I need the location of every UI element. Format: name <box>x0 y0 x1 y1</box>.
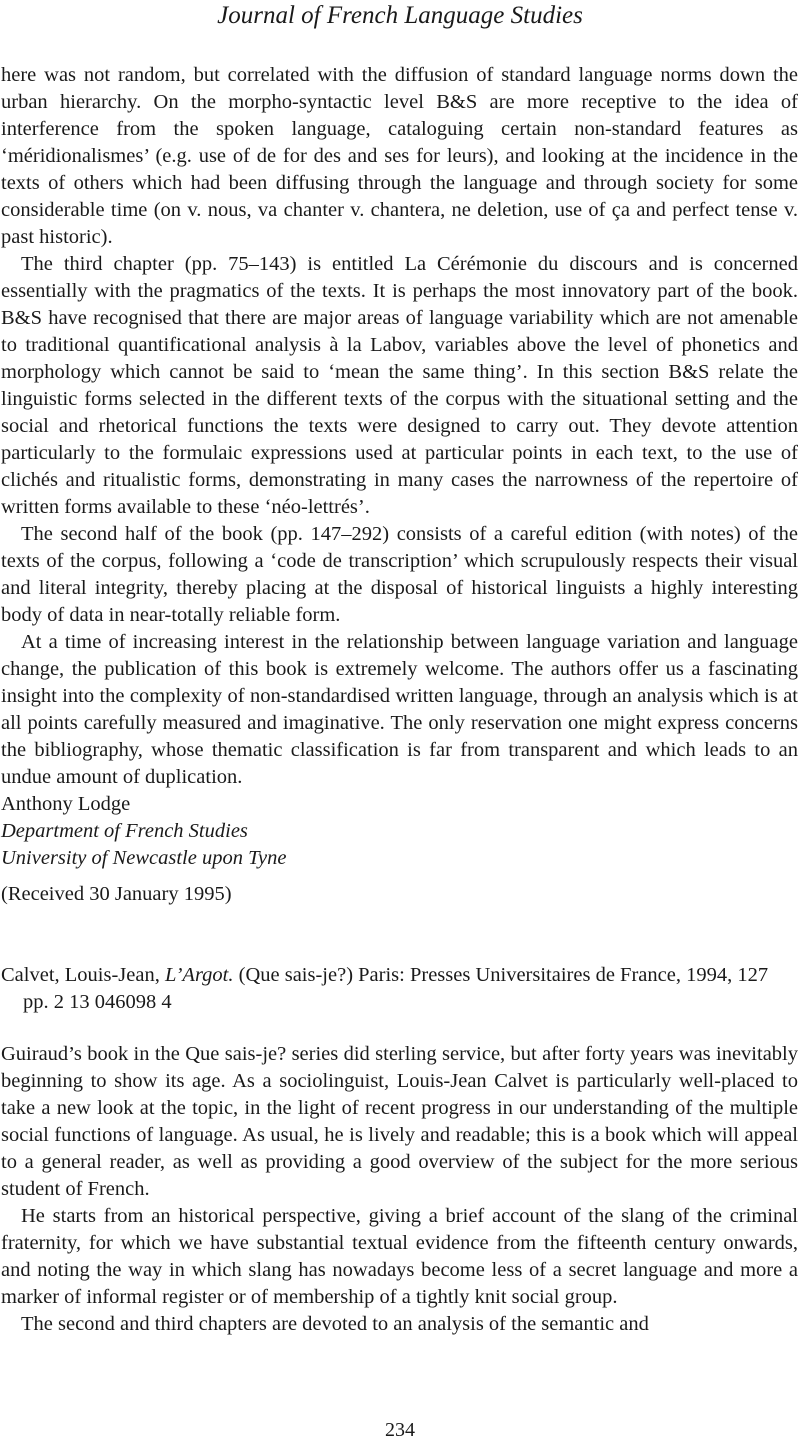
review2-paragraph-2: He starts from an historical perspective, giving a brief account of the slang of the criminal fraternity, for which we have substantial textual evidence from the fifteenth century onwards, and noting the way in which slang has nowadays become less of a secret language and more a marker of informal register or of membership of a tightly knit social group. <box>1 1205 798 1308</box>
review1-paragraph-3: The second half of the book (pp. 147–292) consists of a careful edition (with notes) of the texts of the corpus, following a ‘code de transcription’ which scrupulously respects their visual and literal integrity, thereby placing at the disposal of historical linguists a highly interesting body of data in near-totally reliable form. <box>1 523 798 626</box>
received-date: (Received 30 January 1995) <box>1 883 232 905</box>
review1-paragraph-1: here was not random, but correlated with the diffusion of standard language norms down the urban hierarchy. On the morpho-syntactic level B&S are more receptive to the idea of interference from the spoken language, cataloguing certain non-standard features as ‘méridionalismes’ (e.g. use of de for des and ses for leurs), and looking at the incidence in the texts of others which had been diffusing through the language and through society for some considerable time (on v. nous, va chanter v. chantera, ne deletion, use of ça and perfect tense v. past historic). <box>1 64 798 248</box>
body-text <box>1 62 798 1338</box>
reviewer-department: Department of French Studies <box>1 820 248 842</box>
reviewer-university: University of Newcastle upon Tyne <box>1 847 287 869</box>
reviewer-name: Anthony Lodge <box>1 793 131 815</box>
citation-title: L’Argot. <box>164 964 234 986</box>
review2-paragraph-1: Guiraud’s book in the Que sais-je? series did sterling service, but after forty years was inevitably beginning to show its age. As a sociolinguist, Louis-Jean Calvet is particularly well-placed to take a new look at the topic, in the light of recent progress in our understanding of the multiple social functions of language. As usual, he is lively and readable; this is a book which will appeal to a general reader, as well as providing a good overview of the subject for the more serious student of French. <box>1 1043 798 1200</box>
reviewer-signature <box>1 791 798 872</box>
citation-author: Calvet, Louis-Jean, <box>1 964 165 986</box>
review2-paragraph-3: The second and third chapters are devoted to an analysis of the semantic and <box>21 1313 649 1335</box>
review1-paragraph-2: The third chapter (pp. 75–143) is entitled La Cérémonie du discours and is concerned essentially with the pragmatics of the texts. It is perhaps the most innovatory part of the book. B&S have recognised that there are major areas of language variability which are not amenable to traditional quantificational analysis à la Labov, variables above the level of phonetics and morphology which cannot be said to ‘mean the same thing’. In this section B&S relate the linguistic forms selected in the different texts of the corpus with the situational setting and the social and rhetorical functions the texts were designed to carry out. They devote attention particularly to the formulaic expressions used at particular points in each text, to the use of clichés and ritualistic forms, demonstrating in many cases the narrowness of the repertoire of written forms available to these ‘néo-lettrés’. <box>1 253 798 518</box>
review1-paragraph-4: At a time of increasing interest in the relationship between language variation and language change, the publication of this book is extremely welcome. The authors offer us a fascinating insight into the complexity of non-standardised written language, through an analysis which is at all points carefully measured and imaginative. The only reservation one might express concerns the bibliography, whose thematic classification is far from transparent and which leads to an undue amount of duplication. <box>1 631 798 788</box>
page-number: 234 <box>385 1419 415 1441</box>
running-head: Journal of French Language Studies <box>217 2 583 29</box>
citation-details: (Que sais-je?) Paris: Presses Universitaires de France, 1994, 127 pp. 2 13 046098 4 <box>23 964 769 1013</box>
book-citation <box>1 962 798 1016</box>
review2 <box>1 1041 798 1338</box>
